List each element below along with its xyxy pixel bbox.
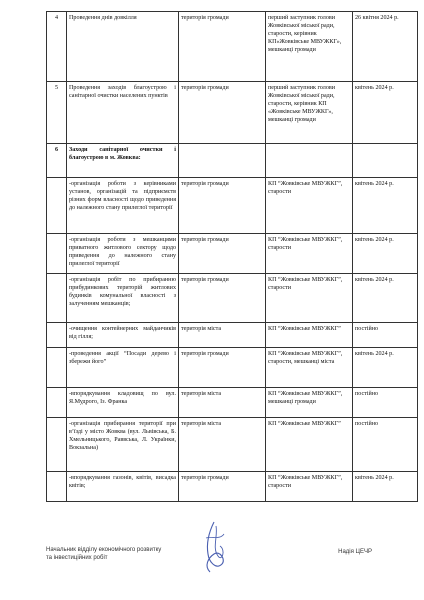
territory-cell: територія міста bbox=[179, 323, 266, 348]
row-number: 6 bbox=[47, 144, 67, 178]
measure-cell: Заходи санітарної очистки і благоустрою в м. Жовква: bbox=[67, 144, 179, 178]
measure-cell: -впорядкування кладовищ по вул. Я.Мудрого, Із. Франка bbox=[67, 388, 179, 418]
responsible-cell: КП “Жовківське МВУЖКГ”, старости bbox=[266, 178, 353, 234]
term-cell: постійно bbox=[353, 323, 418, 348]
measure-cell: -впорядкування газонів, квітів, висадка квітів; bbox=[67, 472, 179, 502]
row-number bbox=[47, 274, 67, 323]
territory-cell: територія громади bbox=[179, 12, 266, 82]
term-cell bbox=[353, 144, 418, 178]
signature-block bbox=[46, 547, 392, 567]
responsible-cell: КП “Жовківське МВУЖКГ”, старости bbox=[266, 472, 353, 502]
term-cell: 26 квітня 2024 р. bbox=[353, 12, 418, 82]
table-row bbox=[47, 472, 418, 502]
measure-cell: -організація прибирання території при в’їзді у місто Жовква (вул. Львівська, Б. Хмельницького, Раввська, Л. Українки, Вокзальна) bbox=[67, 418, 179, 472]
term-cell: квітень 2024 р. bbox=[353, 234, 418, 274]
table-row bbox=[47, 274, 418, 323]
measure-cell: -проведення акції “Посади дерево і збережи його” bbox=[67, 348, 179, 388]
measure-cell: Проведення заходів благоустрою і санітарної очистки населених пунктів bbox=[67, 82, 179, 144]
territory-cell: територія громади bbox=[179, 472, 266, 502]
measure-cell: -очищення контейнерних майданчиків від гілля; bbox=[67, 323, 179, 348]
territory-cell: територія громади bbox=[179, 234, 266, 274]
measure-cell: -організація робіт по прибиранню прибудинкових територій житлових будинків комунальної власності з залученням мешканців; bbox=[67, 274, 179, 323]
signatory-position-line2: та інвестиційних робіт bbox=[46, 554, 108, 561]
responsible-cell: КП “Жовківське МВУЖКГ”, мешканці громади bbox=[266, 388, 353, 418]
row-number bbox=[47, 418, 67, 472]
row-number bbox=[47, 178, 67, 234]
term-cell: квітень 2024 р. bbox=[353, 82, 418, 144]
row-number bbox=[47, 472, 67, 502]
term-cell: квітень 2024 р. bbox=[353, 178, 418, 234]
signatory-position bbox=[46, 547, 161, 563]
territory-cell: територія громади bbox=[179, 178, 266, 234]
table-row bbox=[47, 388, 418, 418]
responsible-cell: КП “Жовківське МВУЖКГ”, старости bbox=[266, 234, 353, 274]
table-row bbox=[47, 82, 418, 144]
territory-cell: територія міста bbox=[179, 418, 266, 472]
responsible-cell: КП “Жовківське МВУЖКГ” bbox=[266, 418, 353, 472]
table-row bbox=[47, 144, 418, 178]
table-row bbox=[47, 12, 418, 82]
responsible-cell: КП “Жовківське МВУЖКГ”, старости, мешканці міста bbox=[266, 348, 353, 388]
measure-cell: -організація роботи з керівниками установ, організацій та підприємств різних форм власності щодо приведення до належного стану прилеглої території bbox=[67, 178, 179, 234]
table-row bbox=[47, 178, 418, 234]
table-row bbox=[47, 348, 418, 388]
signatory-position-line1: Начальник відділу економічного розвитку bbox=[46, 547, 162, 553]
term-cell: квітень 2024 р. bbox=[353, 274, 418, 323]
territory-cell bbox=[179, 144, 266, 178]
signatory-name: Надія ЦЕЧР bbox=[338, 549, 372, 555]
territory-cell: територія громади bbox=[179, 348, 266, 388]
row-number bbox=[47, 388, 67, 418]
measure-cell: -організація роботи з мешканцями приватного житлового сектору щодо приведення до належного стану прилеглої території bbox=[67, 234, 179, 274]
term-cell: постійно bbox=[353, 388, 418, 418]
responsible-cell: КП “Жовківське МВУЖКГ” bbox=[266, 323, 353, 348]
row-number: 5 bbox=[47, 82, 67, 144]
responsible-cell: перший заступник голови Жовківської міської ради, старости, керівник КП«Жовківське МВУЖКГ», мешканці громади bbox=[266, 12, 353, 82]
responsible-cell: перший заступник голови Жовківської міської ради, старости, керівник КП «Жовківське МВУЖКГ», мешканці громади bbox=[266, 82, 353, 144]
table-row bbox=[47, 323, 418, 348]
row-number: 4 bbox=[47, 12, 67, 82]
row-number bbox=[47, 234, 67, 274]
territory-cell: територія громади bbox=[179, 82, 266, 144]
row-number bbox=[47, 348, 67, 388]
row-number bbox=[47, 323, 67, 348]
table-row bbox=[47, 418, 418, 472]
measure-cell: Проведення днів довкілля bbox=[67, 12, 179, 82]
term-cell: квітень 2024 р. bbox=[353, 348, 418, 388]
term-cell: квітень 2024 р. bbox=[353, 472, 418, 502]
measures-table bbox=[46, 11, 418, 502]
territory-cell: територія міста bbox=[179, 388, 266, 418]
term-cell: постійно bbox=[353, 418, 418, 472]
responsible-cell bbox=[266, 144, 353, 178]
territory-cell: територія громади bbox=[179, 274, 266, 323]
table-row bbox=[47, 234, 418, 274]
responsible-cell: КП “Жовківське МВУЖКГ”, старости bbox=[266, 274, 353, 323]
